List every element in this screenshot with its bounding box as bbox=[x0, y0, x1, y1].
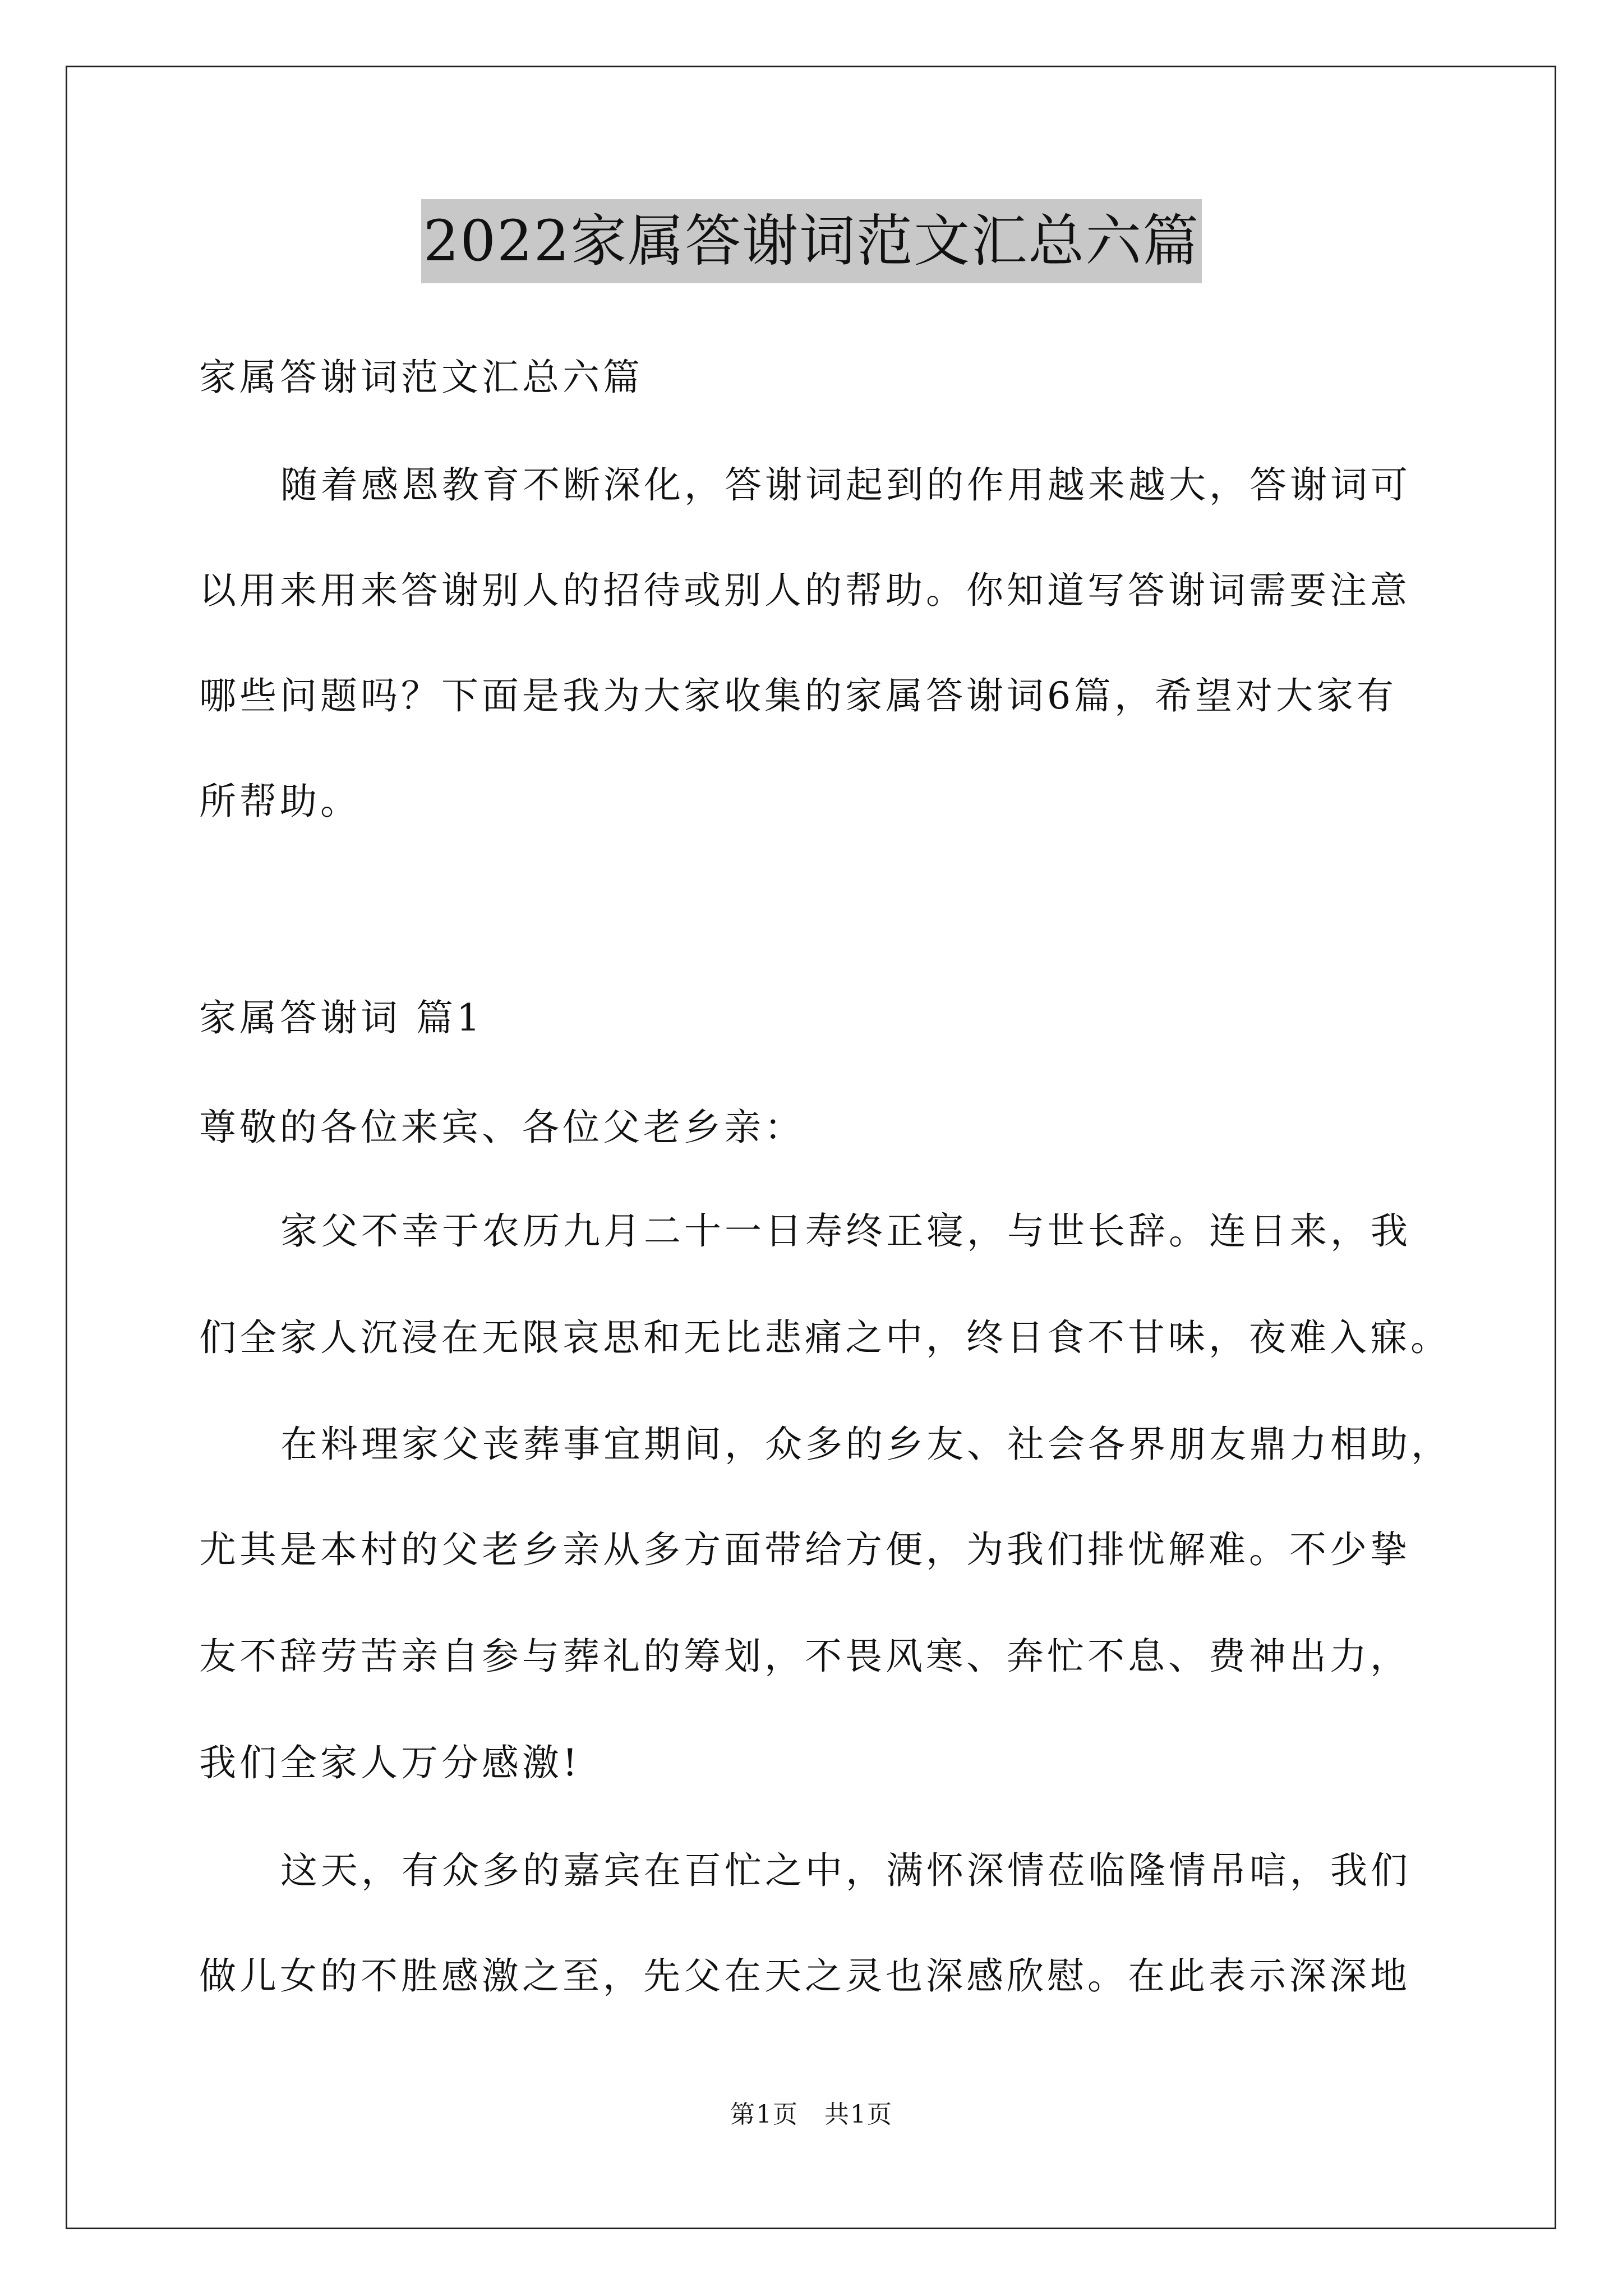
paragraph-line: 我们全家人万分感激! bbox=[199, 1741, 581, 1784]
intro-line: 以用来用来答谢别人的招待或别人的帮助。你知道写答谢词需要注意 bbox=[199, 569, 1410, 612]
subtitle: 家属答谢词范文汇总六篇 bbox=[199, 356, 643, 399]
section-heading: 家属答谢词 篇1 bbox=[199, 996, 483, 1039]
salutation: 尊敬的各位来宾、各位父老乡亲： bbox=[199, 1106, 805, 1149]
paragraph-line: 友不辞劳苦亲自参与葬礼的筹划，不畏风寒、奔忙不息、费神出力， bbox=[199, 1635, 1410, 1678]
paragraph-line: 家父不幸于农历九月二十一日寿终正寝，与世长辞。连日来，我 bbox=[280, 1209, 1411, 1253]
paragraph-line: 这天，有众多的嘉宾在百忙之中，满怀深情莅临隆情吊唁，我们 bbox=[280, 1849, 1411, 1892]
intro-line: 哪些问题吗？下面是我为大家收集的家属答谢词6篇，希望对大家有 bbox=[199, 674, 1397, 717]
paragraph-line: 做儿女的不胜感激之至，先父在天之灵也深感欣慰。在此表示深深地 bbox=[199, 1954, 1410, 1998]
page-footer: 第1页 共1页 bbox=[730, 2100, 893, 2129]
intro-line: 随着感恩教育不断深化，答谢词起到的作用越来越大，答谢词可 bbox=[280, 463, 1411, 507]
intro-line: 所帮助。 bbox=[199, 780, 361, 823]
title-container bbox=[0, 199, 1623, 283]
paragraph-line: 在料理家父丧葬事宜期间，众多的乡友、社会各界朋友鼎力相助， bbox=[280, 1423, 1451, 1466]
paragraph-line: 们全家人沉浸在无限哀思和无比悲痛之中，终日食不甘味，夜难入寐。 bbox=[199, 1316, 1451, 1359]
paragraph-line: 尤其是本村的父老乡亲从多方面带给方便，为我们排忧解难。不少挚 bbox=[199, 1528, 1410, 1571]
page-title: 2022家属答谢词范文汇总六篇 bbox=[421, 199, 1202, 283]
